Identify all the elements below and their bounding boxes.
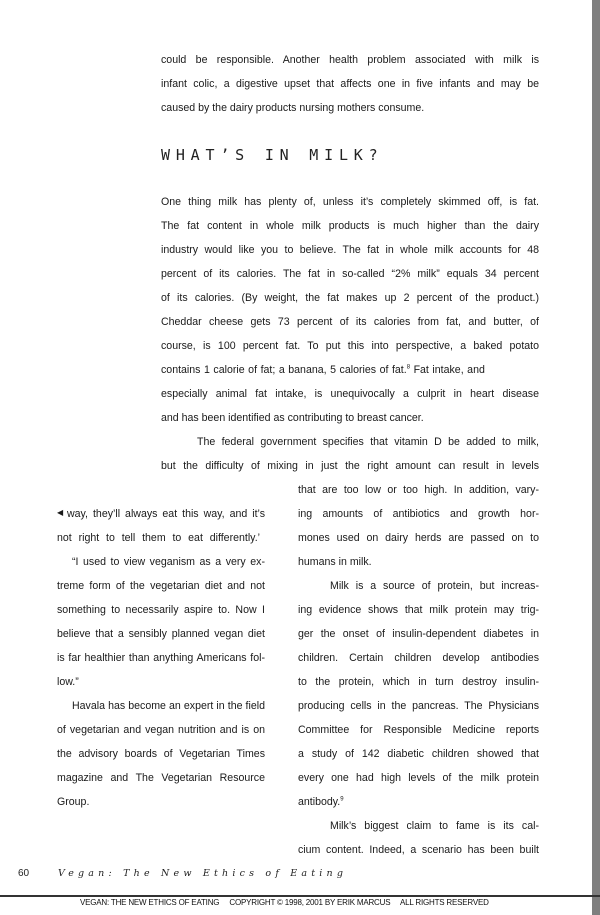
intro-line: infant colic, a digestive upset that affects one in five infants and may be xyxy=(161,78,539,90)
column-line xyxy=(298,796,344,808)
body-line: percent of its calories. The fat in so-called “2% milk” equals 34 percent xyxy=(161,268,539,280)
column-line: humans in milk. xyxy=(298,556,372,568)
sidebar-line: the advisory boards of Vegetarian Times xyxy=(57,748,265,760)
sidebar-line: Havala has become an expert in the field xyxy=(72,700,265,712)
column-line: ing amounts of antibiotics and growth hor- xyxy=(298,508,539,520)
column-line: ing evidence shows that milk protein may trig- xyxy=(298,604,539,616)
sidebar-line-text: way, they’ll always eat this way, and it’s xyxy=(67,508,265,520)
sidebar-line: of vegetarian and vegan nutrition and is on xyxy=(57,724,265,736)
sidebar-line: is far healthier than anything Americans fol- xyxy=(57,652,265,664)
body-line: of its calories. (By weight, the fat makes up 2 percent of the product.) xyxy=(161,292,539,304)
column-line: children. Certain children develop antibodies xyxy=(298,652,539,664)
body-line: One thing milk has plenty of, unless it’s completely skimmed off, is fat. xyxy=(161,196,539,208)
sidebar-line: Group. xyxy=(57,796,90,808)
column-line: ger the onset of insulin-dependent diabetes in xyxy=(298,628,539,640)
sidebar-line: magazine and The Vegetarian Resource xyxy=(57,772,265,784)
continued-arrow-icon: ◀ xyxy=(57,508,64,517)
intro-line: could be responsible. Another health problem associated with milk is xyxy=(161,54,539,66)
body-line-text: contains 1 calorie of fat; a banana, 5 calories of fat. xyxy=(161,364,407,376)
body-line: The fat content in whole milk products is much higher than the dairy xyxy=(161,220,539,232)
column-line: every one had high levels of the milk protein xyxy=(298,772,539,784)
body-line: industry would like you to believe. The fat in whole milk accounts for 48 xyxy=(161,244,539,256)
column-line: producing cells in the pancreas. The Physicians xyxy=(298,700,539,712)
sidebar-line: “I used to view veganism as a very ex- xyxy=(72,556,265,568)
body-line xyxy=(161,364,539,376)
copyright-footer: VEGAN: THE NEW ETHICS OF EATING COPYRIGHT © 1998, 2001 BY ERIK MARCUS ALL RIGHTS RESERVED xyxy=(80,898,489,907)
footnote-ref: 9 xyxy=(340,796,344,803)
running-title: Vegan: The New Ethics of Eating xyxy=(58,868,348,879)
body-line: and has been identified as contributing to breast cancer. xyxy=(161,412,424,424)
sidebar-line: low.” xyxy=(57,676,79,688)
sidebar-line: not right to tell them to eat differently.’ xyxy=(57,532,260,544)
column-line: mones used on dairy herds are passed on to xyxy=(298,532,539,544)
body-line-text: Fat intake, and xyxy=(410,364,485,376)
sidebar-line: treme form of the vegetarian diet and not xyxy=(57,580,265,592)
column-line: Committee for Responsible Medicine reports xyxy=(298,724,539,736)
column-line: Milk’s biggest claim to fame is its cal- xyxy=(330,820,539,832)
sidebar-line: believe that a sensibly planned vegan diet xyxy=(57,628,265,640)
column-line: a study of 142 diabetic children showed that xyxy=(298,748,539,760)
footnote-ref: 8 xyxy=(406,364,411,371)
section-heading: WHAT’S IN MILK? xyxy=(161,146,384,164)
column-line: to the protein, which in turn destroy insulin- xyxy=(298,676,539,688)
sidebar-line: something to necessarily aspire to. Now I xyxy=(57,604,265,616)
page-number: 60 xyxy=(18,868,30,879)
body-line: but the difficulty of mixing in just the right amount can result in levels xyxy=(161,460,539,472)
column-line: Milk is a source of protein, but increas- xyxy=(330,580,539,592)
column-line: that are too low or too high. In addition, vary- xyxy=(298,484,539,496)
body-line: course, is 100 percent fat. To put this into perspective, a baked potato xyxy=(161,340,539,352)
footer-rule xyxy=(0,895,600,897)
intro-line: caused by the dairy products nursing mothers consume. xyxy=(161,102,425,114)
body-line: especially animal fat intake, is unequivocally a culprit in heart disease xyxy=(161,388,539,400)
body-line: The federal government specifies that vitamin D be added to milk, xyxy=(197,436,539,448)
column-line: cium content. Indeed, a scenario has been built xyxy=(298,844,539,856)
column-line-text: antibody. xyxy=(298,796,341,808)
page-edge-rule xyxy=(592,0,600,915)
sidebar-line xyxy=(57,508,265,520)
body-line: Cheddar cheese gets 73 percent of its calories from fat, and butter, of xyxy=(161,316,539,328)
